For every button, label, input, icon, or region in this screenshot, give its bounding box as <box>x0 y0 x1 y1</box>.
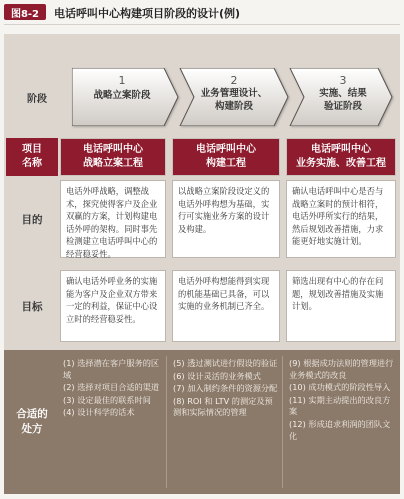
stage-1-number: 1 <box>118 74 126 87</box>
project-header-1 <box>60 138 166 176</box>
project-header-1-line2: 战略立案工程 <box>83 158 143 169</box>
prescription-row-label-line1: 合适的 <box>16 408 48 420</box>
goal-cell-3: 筛选出现有中心的存在问题，规划改善措施及实施计划。 <box>286 270 396 342</box>
project-name-label-line1: 项目 <box>22 144 42 155</box>
stage-1-line1: 战略立案阶段 <box>93 90 151 101</box>
project-name-label-line2: 名称 <box>22 158 42 169</box>
project-header-3-line2: 业务实施、改善工程 <box>296 158 386 169</box>
prescription-item-12: (12) 形成追求利润的团队文化 <box>289 418 391 441</box>
stage-2-line1: 业务管理设计、 <box>200 88 268 99</box>
prescription-item-4: (4) 设计科学的话术 <box>63 407 135 418</box>
stage-2-line2: 构建阶段 <box>214 101 253 112</box>
project-header-1-line1: 电话呼叫中心 <box>83 144 143 155</box>
prescription-col-3 <box>286 356 398 490</box>
prescription-item-2: (2) 选择对项目合适的渠道 <box>63 382 160 393</box>
project-name-label <box>6 138 58 176</box>
prescription-row-label <box>6 354 58 490</box>
project-header-2-line2: 构建工程 <box>206 158 246 169</box>
stage-1 <box>72 74 172 102</box>
purpose-cell-1: 电话外呼战略，调整战术，探究使得客户及企业双赢的方案，计划构建电话外呼的架构。同时事先检测建立电话呼叫中心的经营稳妥性。 <box>60 180 166 258</box>
prescription-col-2 <box>170 356 282 490</box>
prescription-item-6: (6) 设计灵活的业务模式 <box>173 370 261 381</box>
purpose-cell-2: 以战略立案阶段设定义的电话外呼构想为基础，实行可实施业务方案的设计及构建。 <box>172 180 280 258</box>
title-rule <box>4 24 400 25</box>
stage-row-label: 阶段 <box>27 94 47 105</box>
stage-2-number: 2 <box>230 74 238 87</box>
stage-3-number: 3 <box>339 74 347 87</box>
purpose-cell-3: 确认电话呼叫中心是否与战略立案时的预计相符，电话外呼所实行的结果，然后规划改善措施，力求能更好地实施计划。 <box>286 180 396 258</box>
purpose-row-label: 目的 <box>21 213 43 226</box>
prescription-item-10: (10) 成功模式的阶段性导入 <box>289 382 391 393</box>
stage-3 <box>298 74 388 113</box>
prescription-item-3: (3) 设定最佳的联系时间 <box>63 394 151 405</box>
stage-3-line1: 实施、结果 <box>319 88 367 99</box>
prescription-item-1: (1) 选择潜在客户服务的区域 <box>63 358 160 380</box>
prescription-item-8: (8) ROI 和 LTV 的测定及预测和实际情况的管理 <box>173 395 273 418</box>
prescription-divider-1 <box>166 356 167 488</box>
project-header-2 <box>172 138 280 176</box>
goal-cell-1: 确认电话外呼业务的实施能为客户及企业双方带来一定的利益，保证中心设立时的经营稳妥性。 <box>60 270 166 342</box>
prescription-row-label-line2: 处方 <box>21 423 43 435</box>
prescription-item-9: (9) 根据成功法则的管理进行业务模式的改良 <box>289 358 394 380</box>
project-header-3-line1: 电话呼叫中心 <box>311 144 371 155</box>
stage-3-line2: 验证阶段 <box>323 101 362 112</box>
prescription-item-5: (5) 透过测试进行假设的验证 <box>173 358 278 368</box>
stage-2 <box>186 74 282 113</box>
prescription-item-11: (11) 实期主动提出的改良方案 <box>289 394 391 417</box>
goal-cell-2: 电话外呼构想能得到实现的机能基础已具备，可以实施的业务机制已齐全。 <box>172 270 280 342</box>
prescription-col-1 <box>60 356 166 490</box>
prescription-divider-2 <box>282 356 283 488</box>
figure-title: 电话呼叫中心构建项目阶段的设计(例) <box>54 7 241 20</box>
goal-row-label: 目标 <box>21 300 43 313</box>
prescription-item-7: (7) 加入制约条件的资源分配 <box>173 383 278 394</box>
project-header-2-line1: 电话呼叫中心 <box>196 144 256 155</box>
figure-tag: 图8-2 <box>4 4 46 20</box>
project-header-3 <box>286 138 396 176</box>
